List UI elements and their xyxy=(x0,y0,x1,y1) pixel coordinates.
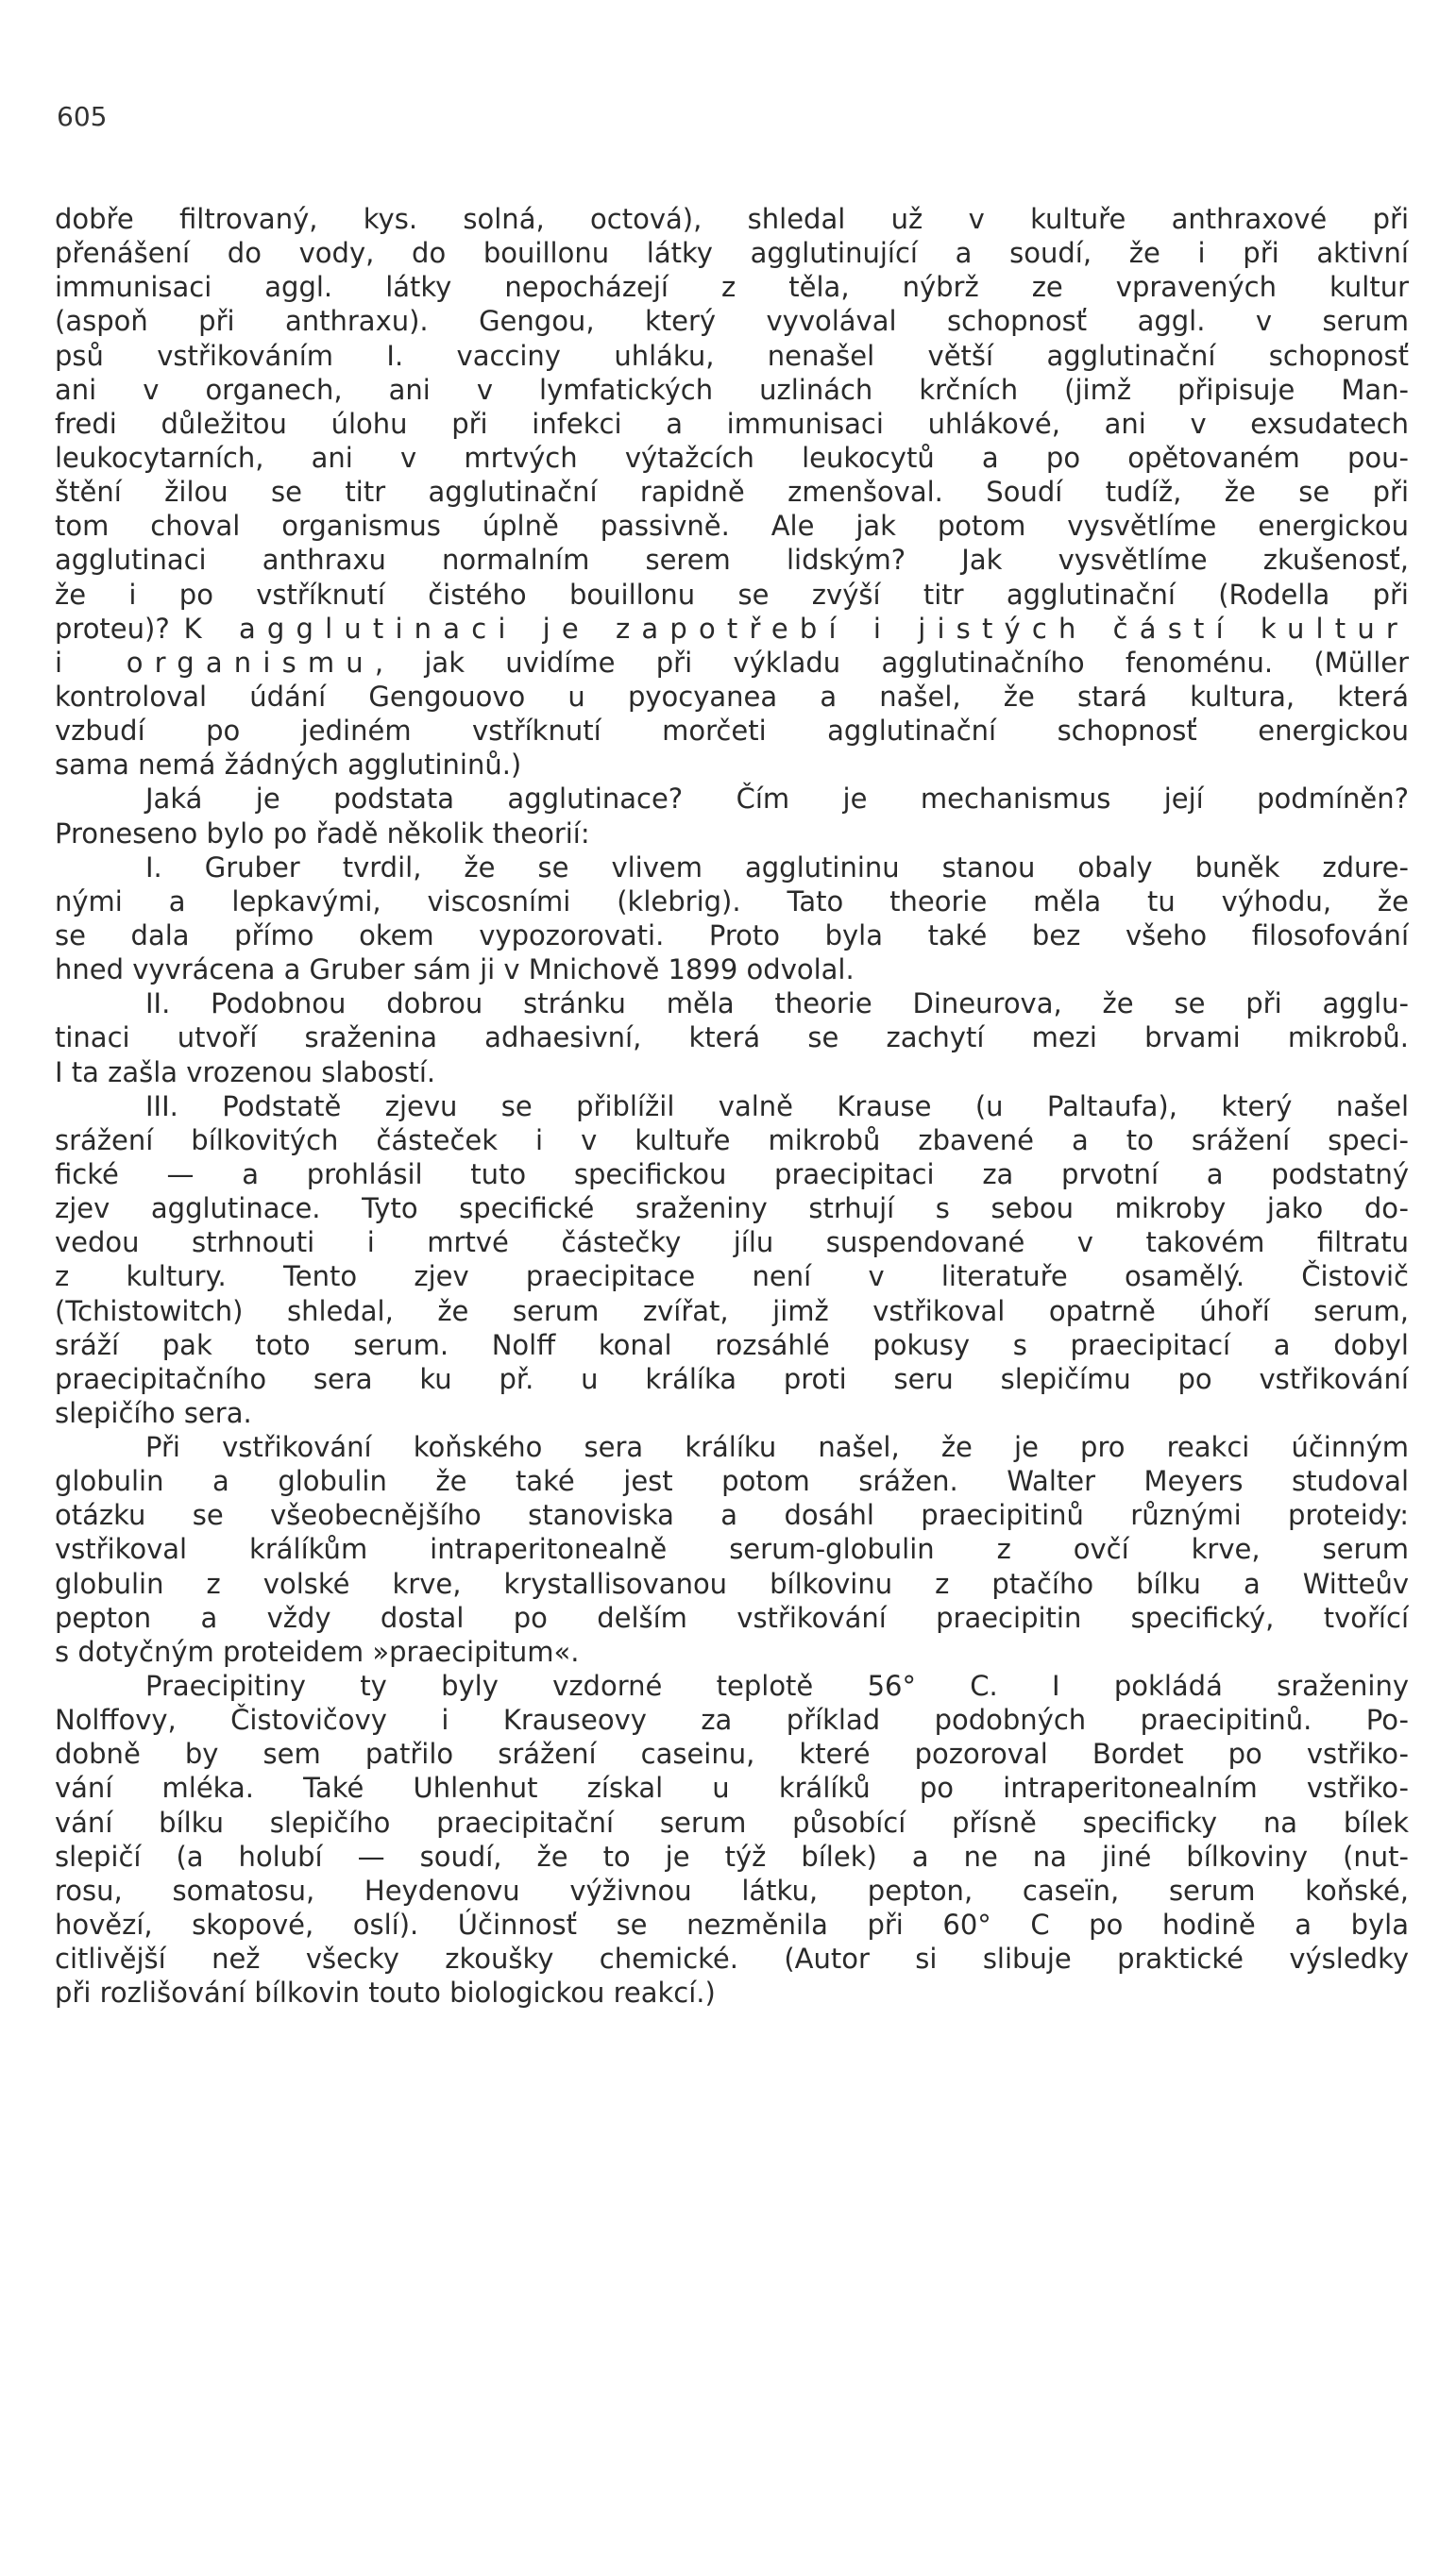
text-line: psů vstřikováním I. vacciny uhláku, nenašel větší agglutinační schopnosť xyxy=(55,339,1409,372)
text-line: nými a lepkavými, viscosními (klebrig). Tato theorie měla tu výhodu, že xyxy=(55,884,1409,918)
text-line: že i po vstříknutí čistého bouillonu se zvýší titr agglutinační (Rodella při xyxy=(55,578,1409,611)
text-line: z kultury. Tento zjev praecipitace není v literatuře osamělý. Čistovič xyxy=(55,1260,1409,1293)
text-line: Nolffovy, Čistovičovy i Krauseovy za příklad podobných praecipitinů. Po- xyxy=(55,1704,1409,1737)
text-line: Proneseno bylo po řadě několik theorií: xyxy=(55,817,590,850)
text-line: štění žilou se titr agglutinační rapidně zmenšoval. Soudí tudíž, že se při xyxy=(55,476,1409,509)
body-text xyxy=(55,202,1409,2010)
text-line: při rozlišování bílkovin touto biologickou reakcí.) xyxy=(55,1977,716,2010)
text-line: hned vyvrácena a Gruber sám ji v Mnichově 1899 odvolal. xyxy=(55,953,855,986)
text-line: srážení bílkovitých částeček i v kultuře mikrobů zbavené a to srážení speci- xyxy=(55,1123,1409,1156)
text-line: dobře filtrovaný, kys. solná, octová), shledal už v kultuře anthraxové při xyxy=(55,203,1409,235)
text-line: rosu, somatosu, Heydenovu výživnou látku, pepton, caseïn, serum koňské, xyxy=(55,1874,1409,1907)
text-line: leukocytarních, ani v mrtvých výtažcích leukocytů a po opětovaném pou- xyxy=(55,441,1409,474)
text-line: se dala přímo okem vypozorovati. Proto byla také bez všeho filosofování xyxy=(55,918,1409,951)
text-line: i organismu, jak uvidíme při výkladu agglutinačního fenoménu. (Müller xyxy=(55,646,1409,679)
text-line: sráží pak toto serum. Nolff konal rozsáhlé pokusy s praecipitací a dobyl xyxy=(55,1328,1409,1361)
text-line: globulin a globulin že také jest potom srážen. Walter Meyers studoval xyxy=(55,1465,1409,1498)
text-line: praecipitačního sera ku př. u králíka proti seru slepičímu po vstřikování xyxy=(55,1362,1409,1395)
text-line: zjev agglutinace. Tyto specifické sraženiny strhují s sebou mikroby jako do- xyxy=(55,1192,1409,1225)
text-line: vzbudí po jediném vstříknutí morčeti agglutinační schopnosť energickou xyxy=(55,715,1409,748)
text-line: vedou strhnouti i mrtvé částečky jílu suspendované v takovém filtratu xyxy=(55,1226,1409,1259)
text-line: globulin z volské krve, krystallisovanou bílkovinu z ptačího bílku a Witteův xyxy=(55,1567,1409,1600)
text-line: vání bílku slepičího praecipitační serum působící přísně specificky na bílek xyxy=(55,1806,1409,1839)
text-line: kontroloval údání Gengouovo u pyocyanea a našel, že stará kultura, která xyxy=(55,680,1409,713)
text-line: I ta zašla vrozenou slabostí. xyxy=(55,1055,436,1088)
text-line: vání mléka. Také Uhlenhut získal u králíků po intraperitonealním vstřiko- xyxy=(55,1772,1409,1805)
text-line: II. Podobnou dobrou stránku měla theorie Dineurova, že se při agglu- xyxy=(145,987,1409,1020)
text-line: Praecipitiny ty byly vzdorné teplotě 56° C. I pokládá sraženiny xyxy=(145,1670,1409,1703)
text-line: dobně by sem patřilo srážení caseinu, které pozoroval Bordet po vstřiko- xyxy=(55,1738,1409,1771)
text-line: immunisaci aggl. látky nepocházejí z těla, nýbrž ze vpravených kultur xyxy=(55,271,1409,304)
text-line: přenášení do vody, do bouillonu látky agglutinující a soudí, že i při aktivní xyxy=(55,237,1409,270)
text-line: otázku se všeobecnějšího stanoviska a dosáhl praecipitinů různými proteidy: xyxy=(55,1499,1409,1532)
text-line: s dotyčným proteidem »praecipitum«. xyxy=(55,1635,580,1668)
text-line: slepičí (a holubí — soudí, že to je týž bílek) a ne na jiné bílkoviny (nut- xyxy=(55,1840,1409,1873)
text-line: ani v organech, ani v lymfatických uzlinách krčních (jimž připisuje Man- xyxy=(55,373,1409,406)
text-line: tom choval organismus úplně passivně. Ale jak potom vysvětlíme energickou xyxy=(55,510,1409,543)
text-line: fické — a prohlásil tuto specifickou praecipitaci za prvotní a podstatný xyxy=(55,1157,1409,1190)
text-line: Při vstřikování koňského sera králíku našel, že je pro reakci účinným xyxy=(145,1431,1409,1464)
text-line: hovězí, skopové, oslí). Účinnosť se nezměnila při 60° C po hodině a byla xyxy=(55,1909,1409,1942)
text-line: III. Podstatě zjevu se přiblížil valně Krause (u Paltaufa), který našel xyxy=(145,1089,1409,1122)
text-line: agglutinaci anthraxu normalním serem lidským? Jak vysvětlíme zkušenosť, xyxy=(55,544,1409,577)
text-line: tinaci utvoří sraženina adhaesivní, která se zachytí mezi brvami mikrobů. xyxy=(55,1021,1409,1054)
text-line: I. Gruber tvrdil, že se vlivem agglutininu stanou obaly buněk zdure- xyxy=(145,850,1409,884)
text-line: slepičího sera. xyxy=(55,1396,252,1429)
text-line: (aspoň při anthraxu). Gengou, který vyvolával schopnosť aggl. v serum xyxy=(55,305,1409,338)
text-line: citlivější než všecky zkoušky chemické. (Autor si slibuje praktické výsledky xyxy=(55,1943,1409,1976)
text-line: Jaká je podstata agglutinace? Čím je mechanismus její podmíněn? xyxy=(145,783,1409,816)
page-number: 605 xyxy=(57,101,108,132)
text-line: fredi důležitou úlohu při infekci a immunisaci uhlákové, ani v exsudatech xyxy=(55,407,1409,440)
text-line: proteu)? K agglutinaci je zapotřebí i jistých částí kultur xyxy=(55,612,1409,645)
text-line: vstřikoval králíkům intraperitonealně serum-globulin z ovčí krve, serum xyxy=(55,1533,1409,1566)
text-line: pepton a vždy dostal po delším vstřikování praecipitin specifický, tvořící xyxy=(55,1601,1409,1634)
text-line: (Tchistowitch) shledal, že serum zvířat, jimž vstřikoval opatrně úhoří serum, xyxy=(55,1294,1409,1327)
text-line: sama nemá žádných agglutininů.) xyxy=(55,749,522,782)
